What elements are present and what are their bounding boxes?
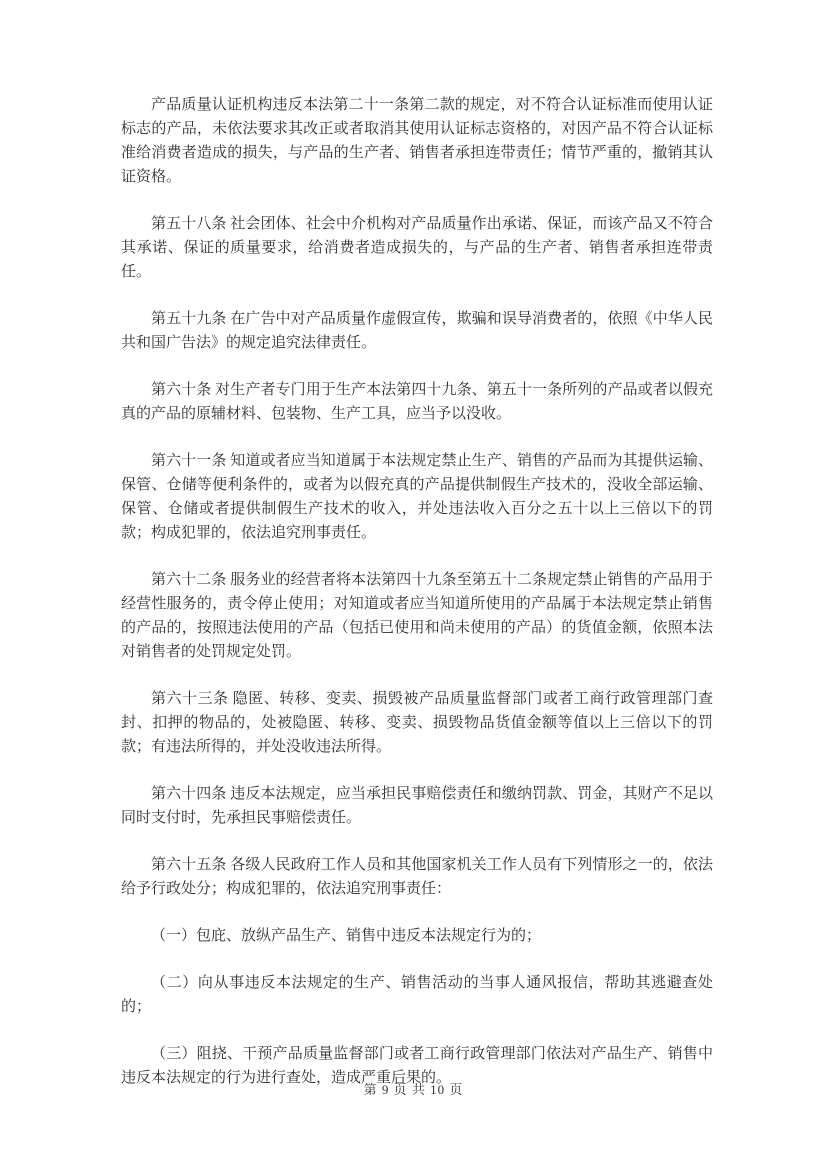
paragraph-article-58: 第五十八条 社会团体、社会中介机构对产品质量作出承诺、保证，而该产品又不符合其承诺、保证的质量要求，给消费者造成损失的，与产品的生产者、销售者承担连带责任。 [121, 216, 713, 280]
paragraph-article-62: 第六十二条 服务业的经营者将本法第四十九条至第五十二条规定禁止销售的产品用于经营性服务的，责令停止使用；对知道或者应当知道所使用的产品属于本法规定禁止销售的产品的，按照违法使用的产品（包括已使用和尚未使用的产品）的货值金额，依照本法对销售者的处罚规定处罚。 [121, 572, 713, 660]
paragraph-article-59: 第五十九条 在广告中对产品质量作虚假宣传，欺骗和误导消费者的，依照《中华人民共和国广告法》的规定追究法律责任。 [121, 311, 713, 351]
list-item-3: （三）阻挠、干预产品质量监督部门或者工商行政管理部门依法对产品生产、销售中违反本法规定的行为进行查处，造成严重后果的。 [121, 1046, 713, 1086]
list-item-1: （一）包庇、放纵产品生产、销售中违反本法规定行为的； [151, 928, 542, 944]
paragraph-article-64: 第六十四条 违反本法规定，应当承担民事赔偿责任和缴纳罚款、罚金，其财产不足以同时支付时，先承担民事赔偿责任。 [121, 786, 713, 826]
paragraph-article-60: 第六十条 对生产者专门用于生产本法第四十九条、第五十一条所列的产品或者以假充真的产品的原辅材料、包装物、生产工具，应当予以没收。 [121, 382, 713, 422]
paragraph-article-61: 第六十一条 知道或者应当知道属于本法规定禁止生产、销售的产品而为其提供运输、保管、仓储等便利条件的，或者为以假充真的产品提供制假生产技术的，没收全部运输、保管、仓储或者提供制假生产技术的收入，并处违法收入百分之五十以上三倍以下的罚款；构成犯罪的，依法追究刑事责任。 [121, 453, 713, 541]
page-number-footer: 第 9 页 共 10 页 [363, 1082, 464, 1097]
list-item-2: （二）向从事违反本法规定的生产、销售活动的当事人通风报信，帮助其逃避查处的； [121, 975, 713, 1015]
paragraph-article-63: 第六十三条 隐匿、转移、变卖、损毁被产品质量监督部门或者工商行政管理部门查封、扣押的物品的，处被隐匿、转移、变卖、损毁物品货值金额等值以上三倍以下的罚款；有违法所得的，并处没收违法所得。 [121, 691, 713, 755]
paragraph-certification-liability: 产品质量认证机构违反本法第二十一条第二款的规定，对不符合认证标准而使用认证标志的产品，未依法要求其改正或者取消其使用认证标志资格的，对因产品不符合认证标准给消费者造成的损失，与产品的生产者、销售者承担连带责任；情节严重的，撤销其认证资格。 [121, 97, 713, 185]
document-body [121, 93, 713, 1113]
paragraph-article-65: 第六十五条 各级人民政府工作人员和其他国家机关工作人员有下列情形之一的，依法给予行政处分；构成犯罪的，依法追究刑事责任： [121, 857, 713, 897]
